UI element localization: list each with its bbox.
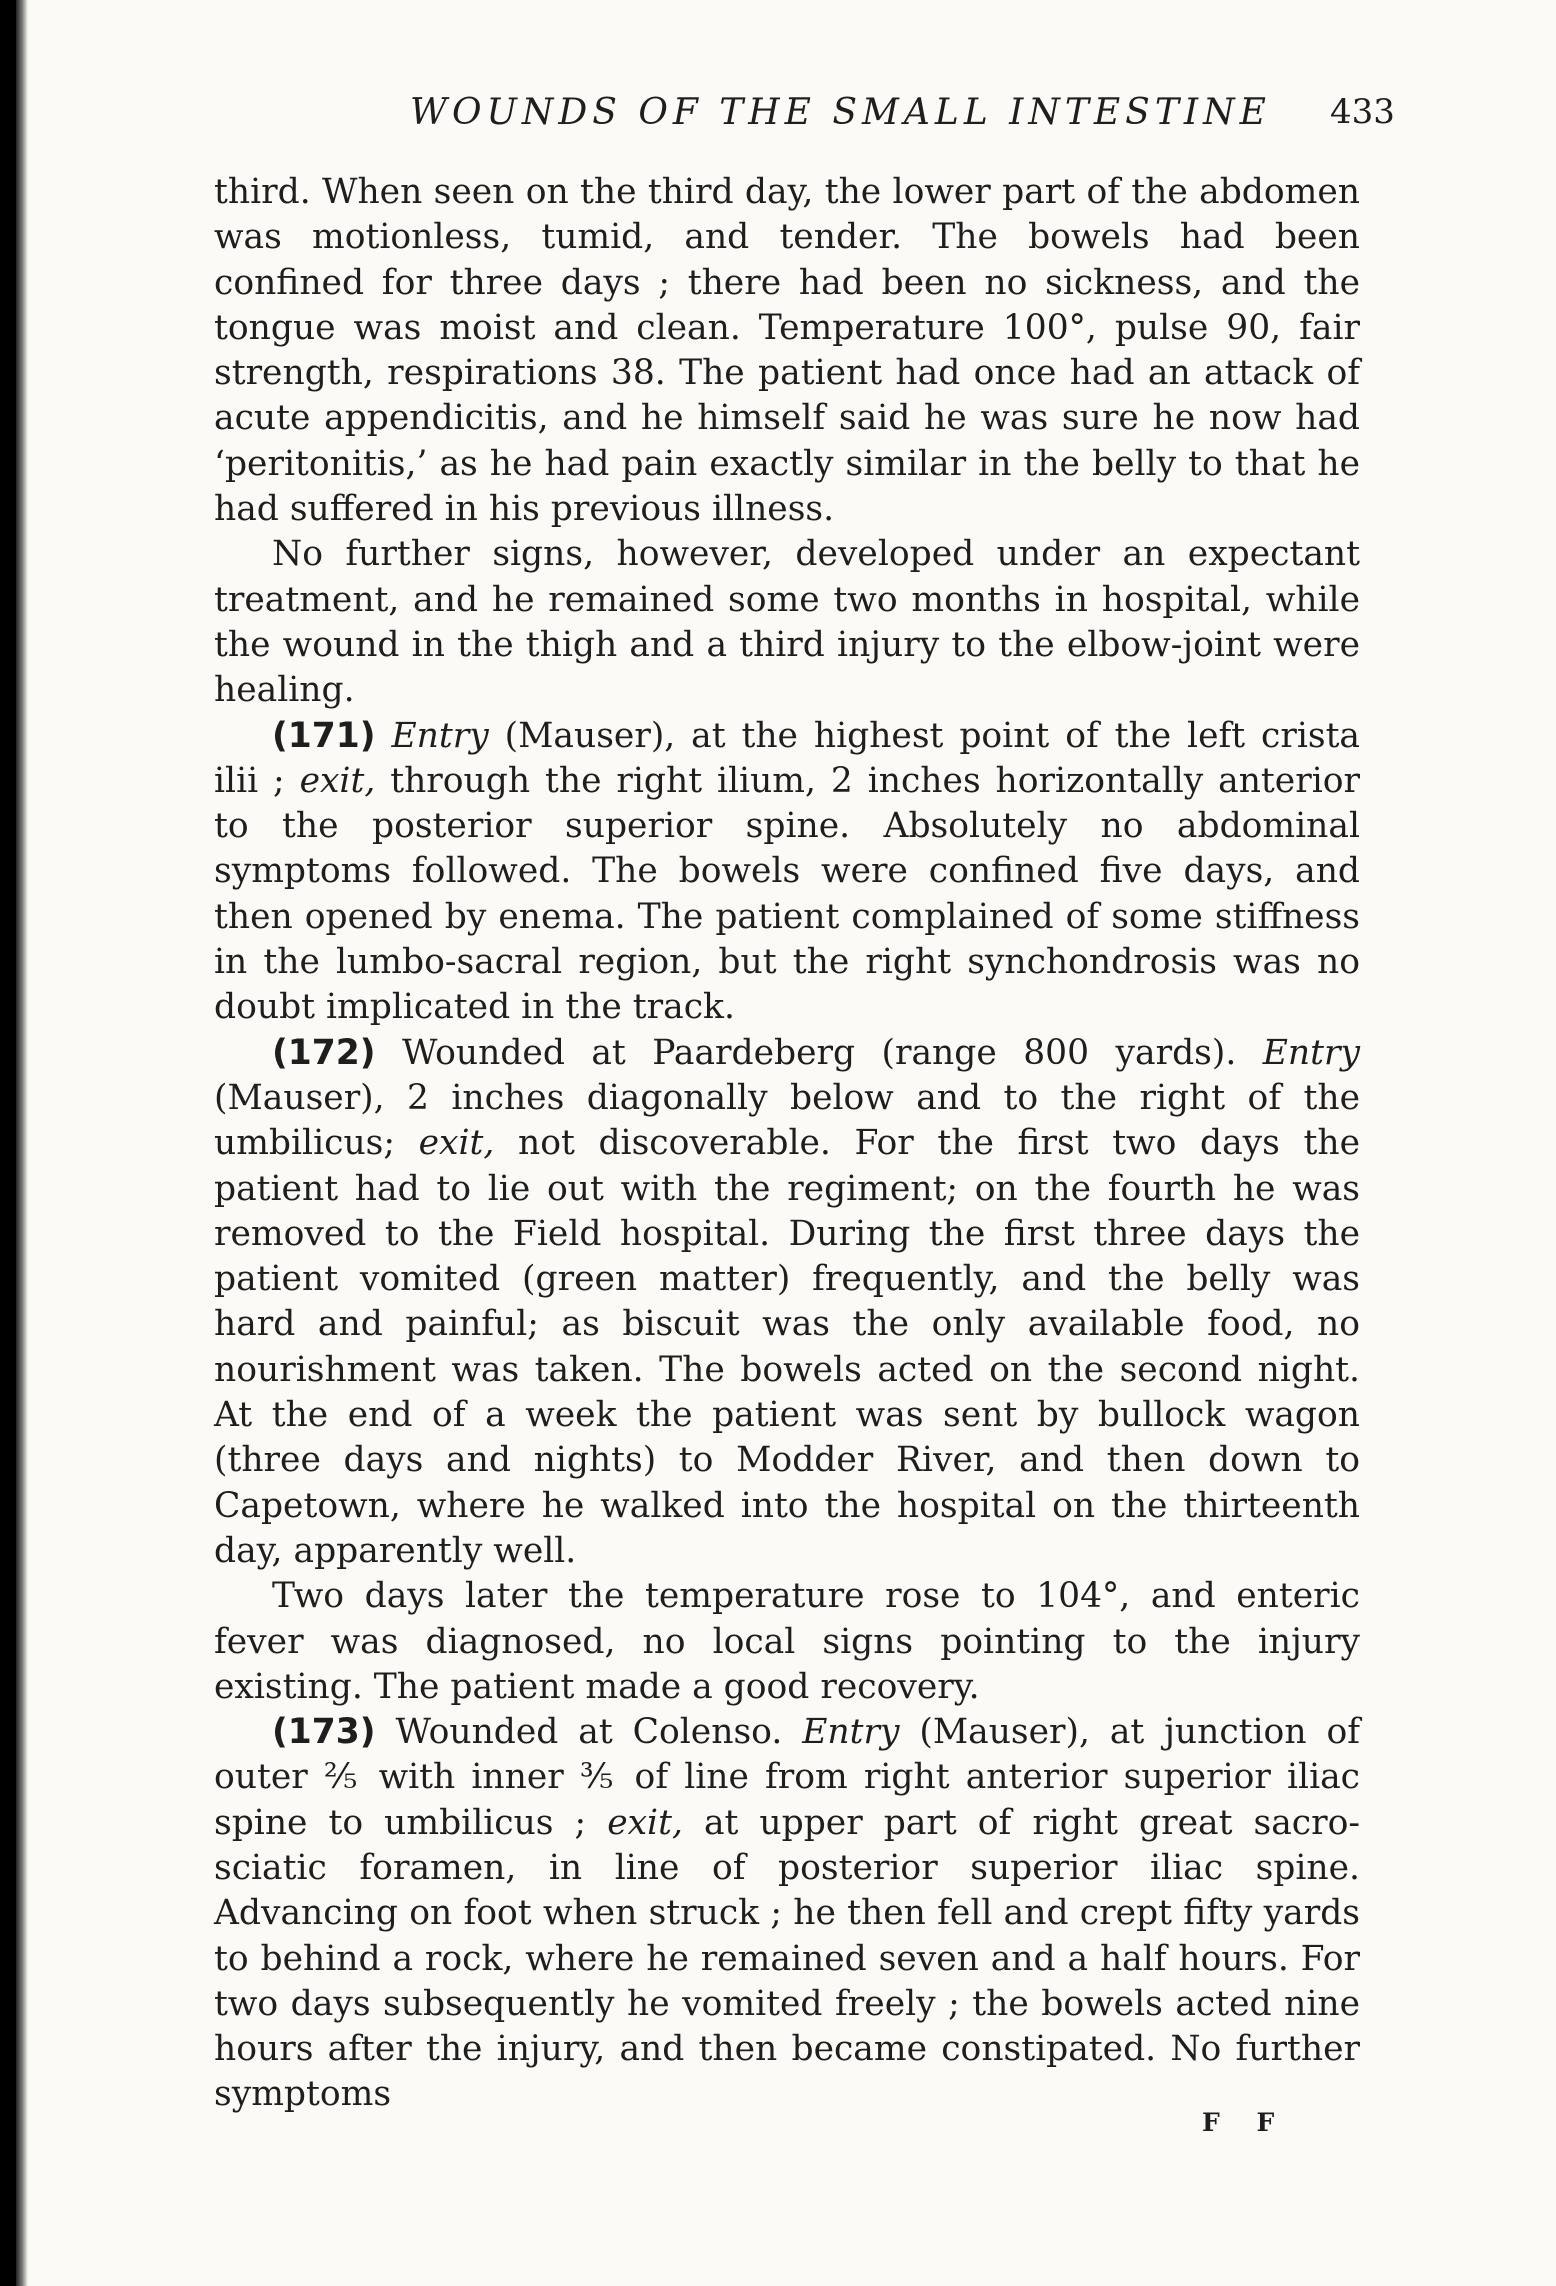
paragraph-enteric-fever: Two days later the temperature rose to 104°, and enteric fever was diagnosed, no local signs pointing to the injury existing. The patient made a good recovery. xyxy=(214,1576,1360,1707)
case-text: (Mauser), at junction of outer ⅖ with inner ⅗ of line from right anterior superior iliac spine to umbilicus ; xyxy=(214,1712,1360,1843)
case-text: through the right ilium, 2 inches horizontally anterior to the posterior superior spine. Absolutely no abdominal symptoms followed. The bowels were confined five days, and then opened by enema. The patient complained of some stiffness in the lumbo-sacral region, but the right synchondrosis was no doubt implicated in the track. xyxy=(214,760,1360,1028)
exit-term: exit, xyxy=(607,1802,683,1843)
case-number: (173) xyxy=(272,1712,376,1753)
case-text: not discoverable. For the first two days the patient had to lie out with the regiment; on the fourth he was removed to the Field hospital. During the first three days the patient vomited (green matter) frequently, and the belly was hard and painful; as biscuit was the only available food, no nourishment was taken. The bowels acted on the second night. At the end of a week the patient was sent by bullock wagon (three days and nights) to Modder River, and then down to Capetown, where he walked into the hospital on the thirteenth day, apparently well. xyxy=(214,1123,1360,1571)
exit-term: exit, xyxy=(299,760,376,801)
case-text: at upper part of right great sacro-sciatic foramen, in line of posterior superior iliac spine. Advancing on foot when struck ; he then fell and crept fifty yards to behind a rock, where he remained seven and a half hours. For two days subsequently he vomited freely ; the bowels acted nine hours after the injury, and then became constipated. No further symptoms xyxy=(214,1802,1361,2115)
case-text: Wounded at Colenso. xyxy=(375,1712,803,1753)
entry-term: Entry xyxy=(1262,1032,1360,1073)
case-text: (Mauser), at the highest point of the left crista ilii ; xyxy=(214,715,1361,801)
paragraph-case-171 xyxy=(214,714,1360,1031)
case-text: (Mauser), 2 inches diagonally below and to the right of the umbilicus; xyxy=(214,1077,1360,1164)
binding-shadow xyxy=(16,0,28,2286)
page-number: 433 xyxy=(1330,92,1395,132)
entry-term: Entry xyxy=(391,715,489,756)
body-text xyxy=(214,170,1360,2118)
signature-mark: F F xyxy=(1202,2108,1289,2137)
binding-edge xyxy=(0,0,16,2286)
paragraph-case-173 xyxy=(214,1710,1360,2118)
case-number: (172) xyxy=(272,1032,376,1073)
paragraph-expectant-treatment: No further signs, however, developed under an expectant treatment, and he remained some two months in hospital, while the wound in the thigh and a third injury to the elbow-joint were healing. xyxy=(214,534,1360,711)
paragraph-case-172 xyxy=(214,1031,1360,1575)
case-text: Wounded at Paardeberg (range 800 yards). xyxy=(375,1032,1263,1073)
case-number: (171) xyxy=(272,715,376,756)
running-head: WOUNDS OF THE SMALL INTESTINE xyxy=(410,92,1271,133)
entry-term: Entry xyxy=(802,1712,900,1753)
exit-term: exit, xyxy=(418,1123,495,1164)
page-header xyxy=(0,92,1556,140)
paragraph-continuation: third. When seen on the third day, the lower part of the abdomen was motionless, tumid, and tender. The bowels had been confined for three days ; there had been no sickness, and the tongue was moist and clean. Temperature 100°, pulse 90, fair strength, respirations 38. The patient had once had an attack of acute appendicitis, and he himself said he was sure he now had ‘peritonitis,’ as he had pain exactly similar in the belly to that he had suffered in his previous illness. xyxy=(214,172,1360,530)
